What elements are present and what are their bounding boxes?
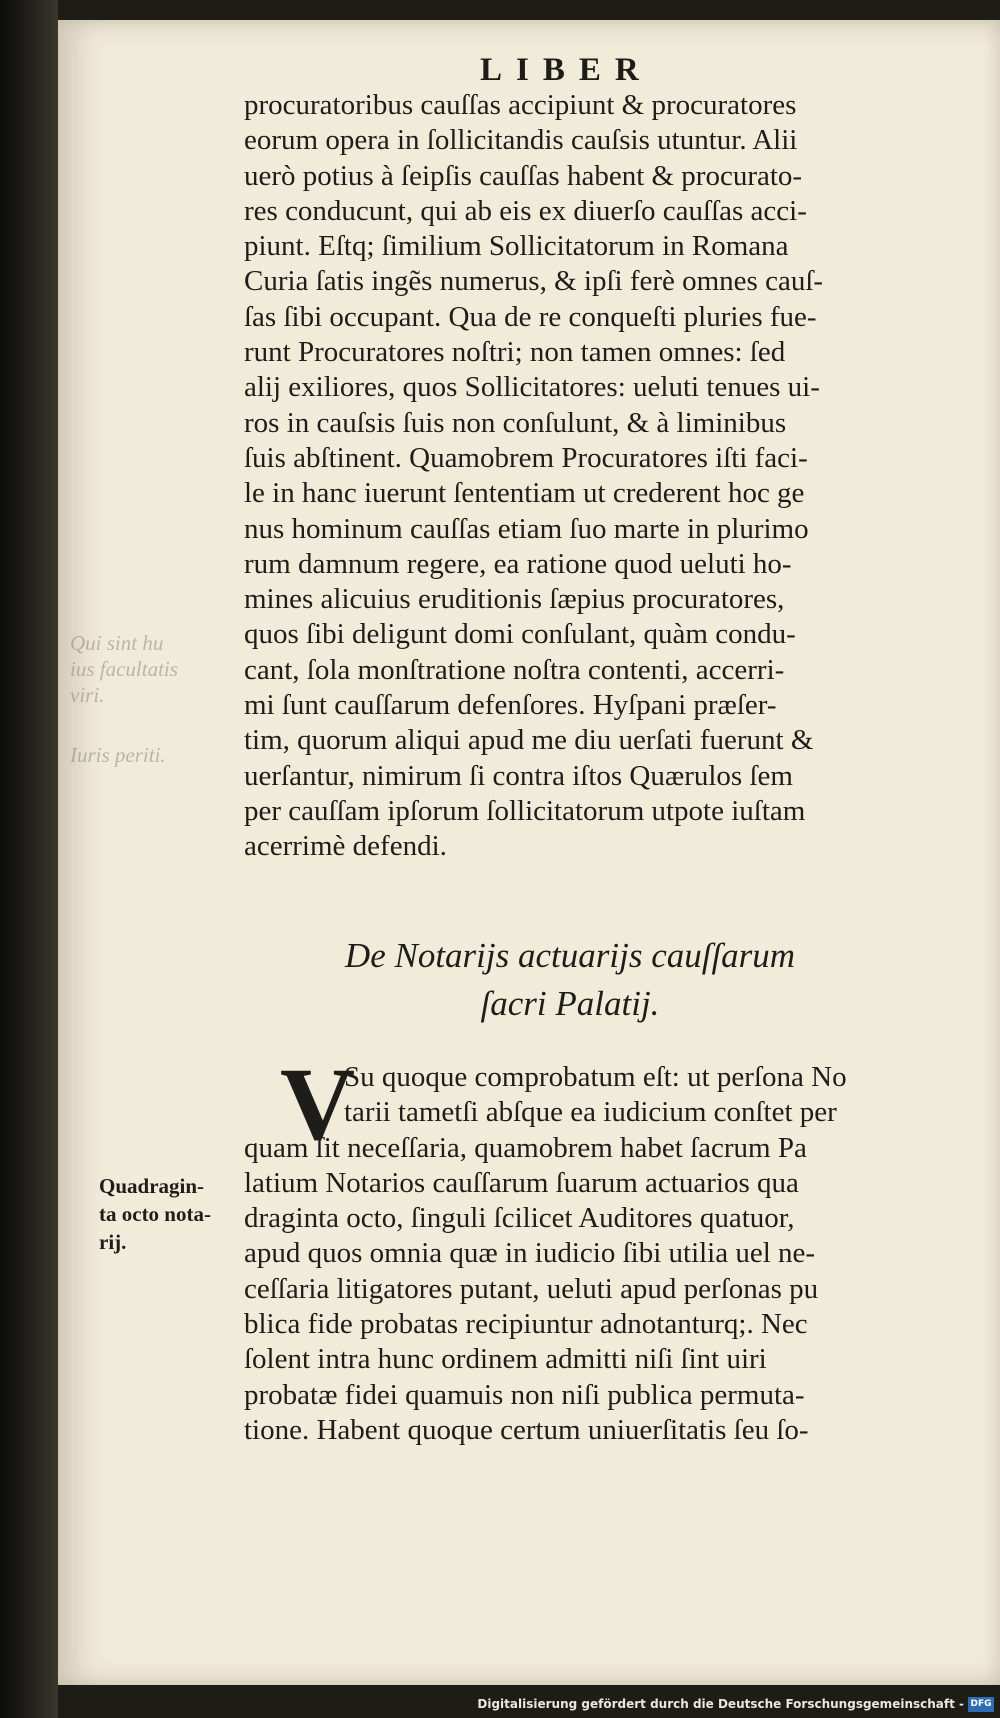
running-head: LIBER (480, 52, 653, 88)
text-line: ſas ſibi occupant. Qua de re conqueſti pluries fue- (244, 300, 817, 333)
text-line: acerrimè defendi. (244, 830, 447, 863)
text-line: Su quoque comprobatum eſt: ut perſona No (344, 1061, 847, 1093)
section-heading (240, 932, 900, 1028)
text-line: procuratoribus cauſſas accipiunt & procuratores (244, 89, 797, 121)
marginal-note (99, 1172, 249, 1256)
text-line: rum damnum regere, ea ratione quod ueluti ho- (244, 547, 792, 580)
paragraph-2 (244, 1060, 952, 1448)
bleed-through-text (70, 630, 230, 768)
text-line: res conducunt, qui ab eis ex diuerſo cauſſas acci- (244, 194, 807, 227)
text-line: ſuis abſtinent. Quamobrem Procuratores iſti faci- (244, 441, 808, 474)
text-line: piunt. Eſtq; ſimilium Sollicitatorum in Romana (244, 230, 789, 263)
footer-text: Digitalisierung gefördert durch die Deutsche Forschungsgemeinschaft - (477, 1697, 964, 1711)
text-line: runt Procuratores noſtri; non tamen omnes: ſed (244, 336, 786, 369)
bleed-line: Qui sint hu (70, 631, 164, 655)
text-line: mines alicuius eruditionis ſæpius procuratores, (244, 583, 785, 616)
text-line: mi ſunt cauſſarum defenſores. Hyſpani præſer- (244, 689, 777, 722)
text-line: tim, quorum aliqui apud me diu uerſati fuerunt & (244, 724, 814, 757)
heading-line: ſacri Palatij. (480, 984, 660, 1023)
text-line: quos ſibi deligunt domi conſulant, quàm condu- (244, 618, 796, 651)
text-line: apud quos omnia quæ in iudicio ſibi utilia uel ne- (244, 1237, 816, 1270)
bleed-line: Iuris periti. (70, 743, 166, 767)
text-line: Curia ſatis ingẽs numerus, & ipſi ferè omnes cauſ- (244, 265, 824, 298)
text-line: tione. Habent quoque certum uniuerſitatis ſeu ſo- (244, 1413, 809, 1446)
text-line: eorum opera in ſollicitandis cauſsis utuntur. Alii (244, 124, 798, 157)
bleed-line: viri. (70, 683, 105, 707)
text-line: cant, ſola monſtratione noſtra contenti, accerri- (244, 653, 785, 686)
text-line: draginta octo, ſinguli ſcilicet Auditores quatuor, (244, 1202, 795, 1235)
text-line: ros in cauſsis ſuis non conſulunt, & à liminibus (244, 406, 787, 439)
drop-cap: V (280, 1047, 356, 1162)
text-line: blica fide probatas recipiuntur adnotanturq;. Nec (244, 1308, 808, 1341)
text-line: quam ſit neceſſaria, quamobrem habet ſacrum Pa (244, 1131, 807, 1164)
paragraph-1 (244, 88, 952, 865)
marginal-line: ta octo nota- (99, 1202, 211, 1226)
text-line: uerſantur, nimirum ſi contra iſtos Quærulos ſem (244, 759, 793, 792)
text-line: alij exiliores, quos Sollicitatores: ueluti tenues ui- (244, 371, 820, 404)
heading-line: De Notarijs actuarijs cauſſarum (344, 936, 796, 975)
text-line: ſolent intra hunc ordinem admitti niſi ſint uiri (244, 1343, 767, 1376)
text-line: le in hanc iuerunt ſententiam ut crederent hoc ge (244, 477, 805, 510)
dfg-logo-icon: DFG (968, 1697, 994, 1712)
text-line: per cauſſam ipſorum ſollicitatorum utpote iuſtam (244, 794, 806, 827)
text-line: latium Notarios cauſſarum ſuarum actuarios qua (244, 1166, 799, 1199)
text-line: probatæ fidei quamuis non niſi publica permuta- (244, 1378, 805, 1411)
bleed-line: ius facultatis (70, 657, 178, 681)
text-line: ceſſaria litigatores putant, ueluti apud perſonas pu (244, 1272, 819, 1305)
text-line: uerò potius à ſeipſis cauſſas habent & procurato- (244, 159, 803, 192)
book-binding (0, 0, 58, 1718)
marginal-line: rij. (99, 1230, 127, 1254)
text-line: tarii tametſi abſque ea iudicium conſtet per (344, 1096, 837, 1129)
marginal-line: Quadragin- (99, 1174, 205, 1198)
digitization-footer (477, 1695, 994, 1713)
text-line: nus hominum cauſſas etiam ſuo marte in plurimo (244, 512, 809, 545)
